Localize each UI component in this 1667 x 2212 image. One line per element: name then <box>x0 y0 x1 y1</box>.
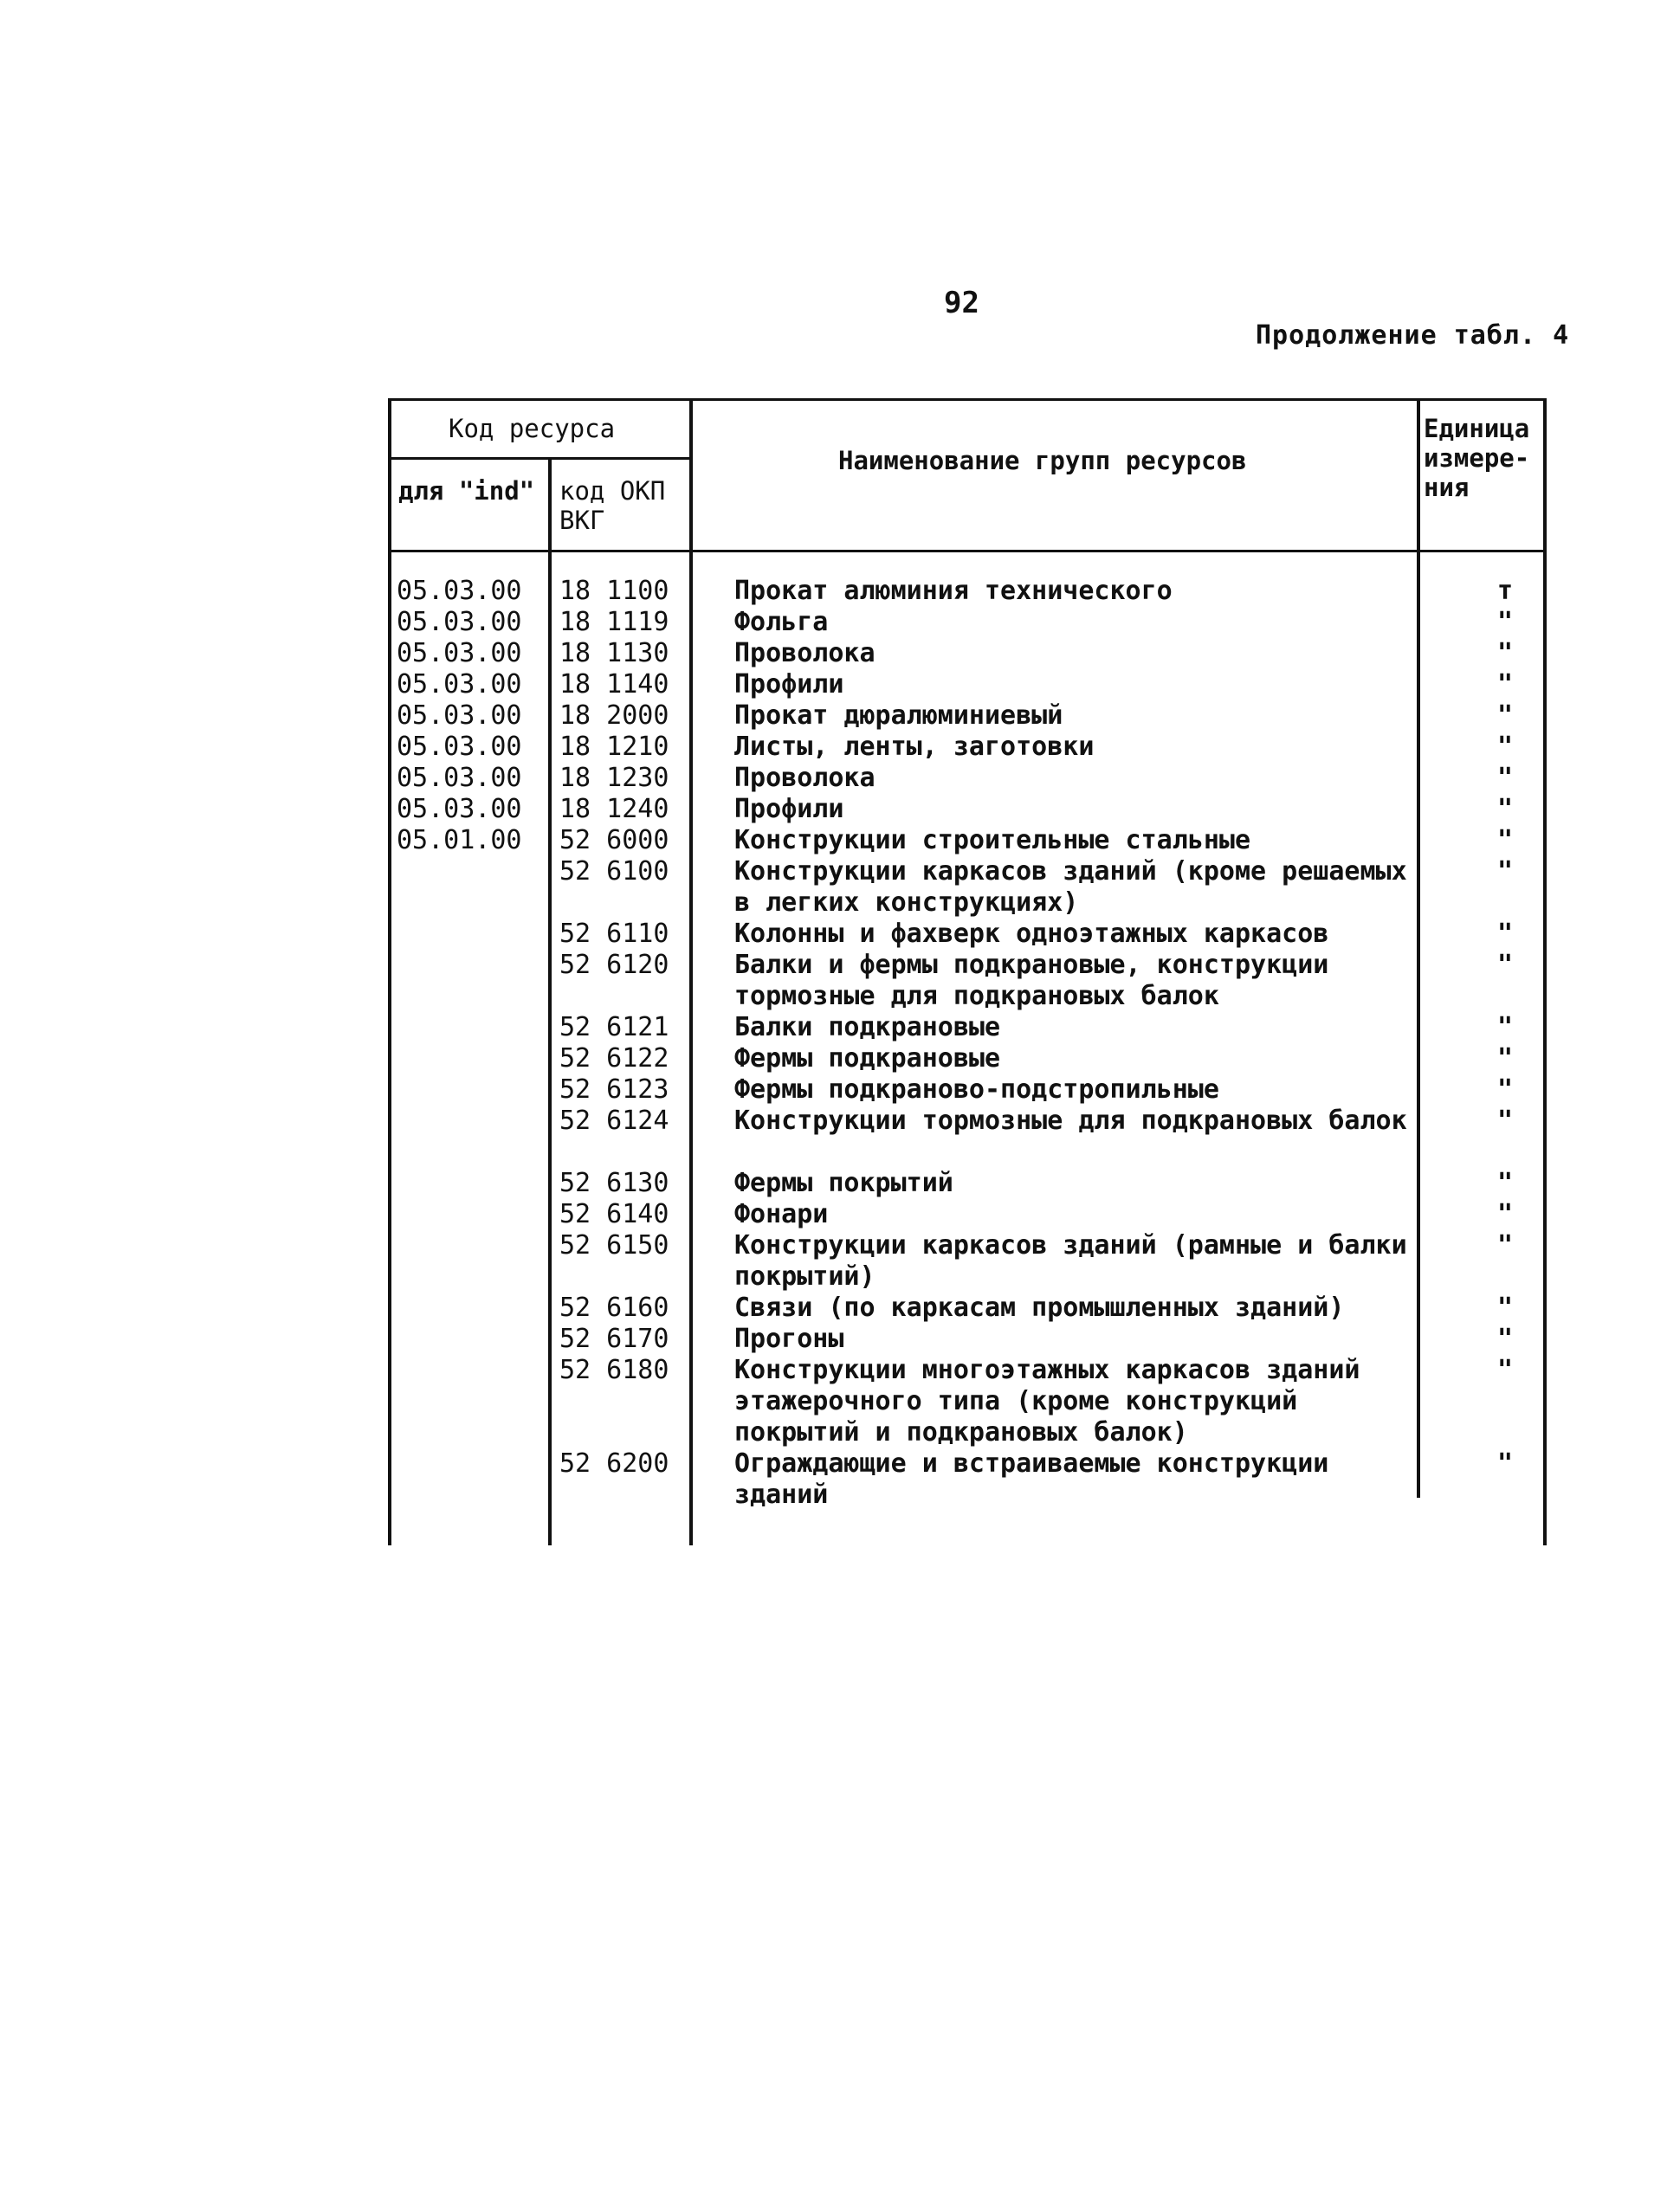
row-resource-name: Профили <box>734 794 844 824</box>
row-okp-code: 52 6123 <box>559 1074 669 1105</box>
row-resource-name: Конструкции многоэтажных каркасов зданий этажерочного типа (кроме конструкций покрытий и подкрановых балок) <box>734 1355 1360 1448</box>
row-resource-name: Ограждающие и встраиваемые конструкции зданий <box>734 1448 1329 1510</box>
row-okp-code: 52 6122 <box>559 1043 669 1074</box>
row-ind-code: 05.03.00 <box>397 669 522 700</box>
row-resource-name: Прогоны <box>734 1324 844 1354</box>
row-unit: " <box>1496 1106 1514 1136</box>
row-okp-code: 18 1119 <box>559 607 669 637</box>
row-okp-code: 52 6160 <box>559 1293 669 1323</box>
row-okp-code: 18 1240 <box>559 794 669 824</box>
row-ind-code: 05.03.00 <box>397 732 522 762</box>
header-group-divider <box>388 457 691 460</box>
row-okp-code: 52 6110 <box>559 919 669 949</box>
row-unit: " <box>1496 1043 1514 1074</box>
header-ind-code: для "ind" <box>398 476 535 506</box>
row-resource-name: Балки подкрановые <box>734 1012 1001 1042</box>
row-okp-code: 18 2000 <box>559 700 669 731</box>
row-unit: " <box>1496 1012 1514 1042</box>
row-resource-name: Конструкции строительные стальные <box>734 825 1251 855</box>
row-okp-code: 52 6130 <box>559 1168 669 1198</box>
row-ind-code: 05.03.00 <box>397 794 522 824</box>
row-unit: " <box>1496 1324 1514 1354</box>
row-resource-name: Фермы покрытий <box>734 1168 953 1198</box>
resource-table <box>388 398 1548 1545</box>
row-resource-name: Проволока <box>734 638 875 668</box>
table-continuation-label: Продолжение табл. 4 <box>1256 320 1570 351</box>
page-number: 92 <box>944 286 979 320</box>
row-resource-name: Листы, ленты, заготовки <box>734 732 1095 762</box>
row-okp-code: 52 6200 <box>559 1448 669 1479</box>
row-okp-code: 52 6140 <box>559 1199 669 1229</box>
row-resource-name: Фермы подкраново-подстропильные <box>734 1074 1219 1105</box>
row-unit: " <box>1496 1355 1514 1385</box>
row-resource-name: Балки и фермы подкрановые, конструкции тормозные для подкрановых балок <box>734 950 1329 1011</box>
table-border-left <box>388 398 391 1545</box>
header-resource-group-name: Наименование групп ресурсов <box>838 446 1247 475</box>
row-okp-code: 52 6170 <box>559 1324 669 1354</box>
row-okp-code: 52 6180 <box>559 1355 669 1385</box>
row-resource-name: Конструкции тормозные для подкрановых балок <box>734 1106 1407 1136</box>
table-border-top <box>388 398 1547 401</box>
header-unit: Единица измере- ния <box>1424 414 1530 502</box>
row-ind-code: 05.03.00 <box>397 763 522 793</box>
row-unit: " <box>1496 1074 1514 1105</box>
row-ind-code: 05.03.00 <box>397 638 522 668</box>
row-unit: " <box>1496 1448 1514 1479</box>
row-unit: " <box>1496 1199 1514 1229</box>
row-unit: т <box>1496 576 1514 606</box>
row-okp-code: 52 6150 <box>559 1230 669 1261</box>
row-unit: " <box>1496 638 1514 668</box>
row-okp-code: 18 1210 <box>559 732 669 762</box>
row-okp-code: 52 6100 <box>559 856 669 887</box>
header-okp-code: код ОКП ВКГ <box>559 476 666 535</box>
row-resource-name: Фонари <box>734 1199 829 1229</box>
row-okp-code: 52 6124 <box>559 1106 669 1136</box>
row-unit: " <box>1496 607 1514 637</box>
row-okp-code: 18 1140 <box>559 669 669 700</box>
row-okp-code: 52 6120 <box>559 950 669 980</box>
row-okp-code: 18 1230 <box>559 763 669 793</box>
row-resource-name: Фольга <box>734 607 829 637</box>
row-unit: " <box>1496 950 1514 980</box>
row-okp-code: 52 6121 <box>559 1012 669 1042</box>
row-okp-code: 18 1100 <box>559 576 669 606</box>
row-unit: " <box>1496 700 1514 731</box>
row-resource-name: Конструкции каркасов зданий (рамные и балки покрытий) <box>734 1230 1407 1292</box>
col-divider-name-unit <box>1417 398 1420 1498</box>
row-unit: " <box>1496 732 1514 762</box>
row-resource-name: Колонны и фахверк одноэтажных каркасов <box>734 919 1329 949</box>
row-resource-name: Прокат алюминия технического <box>734 576 1173 606</box>
row-unit: " <box>1496 825 1514 855</box>
row-ind-code: 05.03.00 <box>397 576 522 606</box>
row-resource-name: Профили <box>734 669 844 700</box>
row-unit: " <box>1496 856 1514 887</box>
row-resource-name: Конструкции каркасов зданий (кроме решаемых в легких конструкциях) <box>734 856 1407 918</box>
row-unit: " <box>1496 763 1514 793</box>
row-resource-name: Фермы подкрановые <box>734 1043 1001 1074</box>
row-resource-name: Прокат дюралюминиевый <box>734 700 1063 731</box>
row-unit: " <box>1496 794 1514 824</box>
row-unit: " <box>1496 1230 1514 1261</box>
row-unit: " <box>1496 1293 1514 1323</box>
header-bottom-rule <box>388 550 1547 552</box>
row-unit: " <box>1496 669 1514 700</box>
header-resource-code: Код ресурса <box>449 414 616 443</box>
row-ind-code: 05.03.00 <box>397 607 522 637</box>
row-okp-code: 52 6000 <box>559 825 669 855</box>
row-unit: " <box>1496 919 1514 949</box>
row-resource-name: Проволока <box>734 763 875 793</box>
row-ind-code: 05.01.00 <box>397 825 522 855</box>
row-okp-code: 18 1130 <box>559 638 669 668</box>
row-unit: " <box>1496 1168 1514 1198</box>
row-resource-name: Связи (по каркасам промышленных зданий) <box>734 1293 1345 1323</box>
row-ind-code: 05.03.00 <box>397 700 522 731</box>
